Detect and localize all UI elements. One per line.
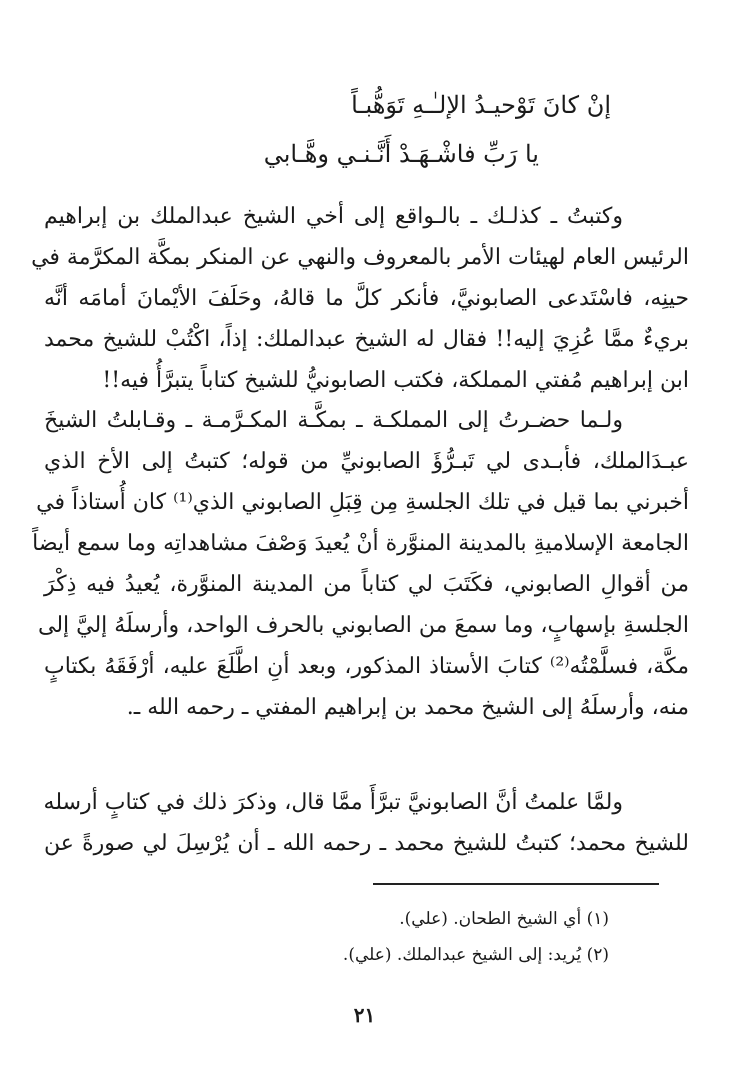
footnote-1: (١) أي الشيخ الطحان. (علي).	[399, 909, 609, 929]
text-line: حينِه، فاسْتَدعى الصابونيَّ، فأنكر كلَّ ما قالهُ، وحَلَفَ الأيْمانَ أمامَه أنَّه	[44, 286, 689, 311]
footnote-separator	[373, 883, 659, 885]
text-line: الجامعة الإسلاميةِ بالمدينة المنوَّرة أنْ يُعيدَ وَصْفَ مشاهداتِه وما سمع أيضاً	[32, 531, 689, 556]
footnote-2: (٢) يُريد: إلى الشيخ عبدالملك. (علي).	[342, 945, 609, 965]
text-line: منه، وأرسلَهُ إلى الشيخ محمد بن إبراهيم المفتي ـ رحمه الله ـ.	[126, 695, 689, 720]
text-line: الرئيس العام لهيئات الأمر بالمعروف والنهي عن المنكر بمكَّة المكرَّمة في	[31, 245, 689, 270]
text-line: بريءٌ ممَّا عُزِيَ إليه!! فقال له الشيخ عبدالملك: إذاً، اكْتُبْ للشيخ محمد	[44, 327, 689, 352]
poem-line-2: يا رَبِّ فاشْـهَـدْ أَنَّـنـي وهَّـابي	[263, 140, 539, 168]
text-line: مكَّة، فسلَّمْتُه⁽²⁾ كتابَ الأستاذ المذكور، وبعد أنِ اطَّلَعَ عليه، أرْفَقَهُ بكتابٍ	[44, 654, 689, 679]
text-line: ولـما حضـرتُ إلى المملكـة ـ بمكَّـة المكـرَّمـة ـ وقـابلتُ الشيخَ	[44, 408, 623, 433]
text-line: ولمَّا علمتُ أنَّ الصابونيَّ تبرَّأَ ممَّا قال، وذكرَ ذلك في كتابٍ أرسله	[43, 790, 623, 815]
text-line: عبـدَالملك، فأبـدى لي تَبـرُّؤَ الصابونيِّ من قوله؛ كتبتُ إلى الأخ الذي	[44, 449, 689, 474]
text-line: ابن إبراهيم مُفتي المملكة، فكتب الصابونيُّ للشيخ كتاباً يتبرَّأُ فيه!!	[102, 368, 689, 393]
page-number: ٢١	[353, 1003, 376, 1027]
text-line: أخبرني بما قيل في تلك الجلسةِ مِن قِبَلِ الصابوني الذي⁽¹⁾ كان أُستاذاً في	[36, 490, 689, 515]
text-line: وكتبتُ ـ كذلـك ـ بالـواقع إلى أخي الشيخ عبدالملك بن إبراهيم	[44, 204, 623, 229]
paragraph-2	[32, 400, 689, 728]
text-line: للشيخ محمد؛ كتبتُ للشيخ محمد ـ رحمه الله ـ أن يُرْسِلَ لي صورةً عن	[44, 831, 689, 856]
paragraph-1	[31, 196, 689, 401]
poem-line-1: إنْ كانَ تَوْحيـدُ الإلـٰـهِ تَوَهُّبـاً	[351, 91, 611, 119]
text-line: الجلسةِ بإسهابٍ، وما سمعَ من الصابوني بالحرف الواحد، وأرسلَهُ إليَّ إلى	[37, 613, 689, 638]
paragraph-3	[44, 782, 689, 864]
text-line: من أقوالِ الصابوني، فكَتَبَ لي كتاباً من المدينة المنوَّرة، يُعيدُ فيه ذِكْرَ	[44, 572, 689, 597]
